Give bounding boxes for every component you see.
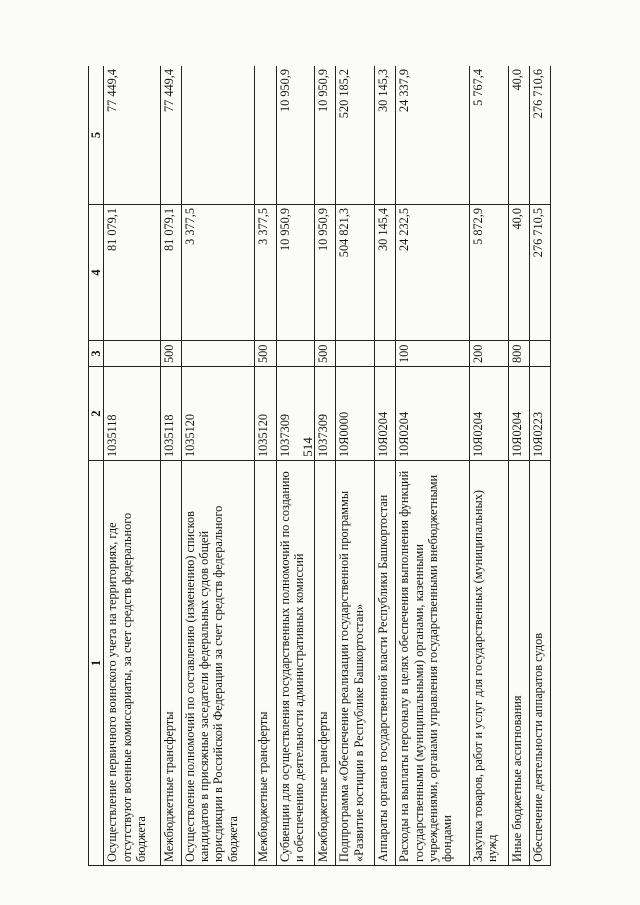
table-row <box>469 66 508 866</box>
target-code: 10Я0000 <box>336 367 375 461</box>
table-row <box>276 66 315 866</box>
expense-type <box>181 341 255 367</box>
column-header: 5 <box>89 66 104 205</box>
expense-type <box>276 341 315 367</box>
amount-col5 <box>181 66 255 205</box>
column-header: 4 <box>89 205 104 341</box>
amount-col5: 276 710,6 <box>529 66 550 205</box>
amount-col5: 10 950,9 <box>276 66 315 205</box>
expense-type: 100 <box>396 341 470 367</box>
expense-type: 500 <box>315 341 336 367</box>
amount-col4: 81 079,1 <box>160 205 181 341</box>
amount-col4: 3 377,5 <box>181 205 255 341</box>
target-code: 1035118 <box>160 367 181 461</box>
amount-col4: 504 821,3 <box>336 205 375 341</box>
amount-col5: 77 449,4 <box>160 66 181 205</box>
row-name: Осуществление первичного воинского учета на территориях, где отсутствуют военные комиссариаты, за счет средств федерального бюджета <box>104 461 160 866</box>
table-row <box>104 66 160 866</box>
column-header: 2 <box>89 367 104 461</box>
table-row <box>181 66 255 866</box>
expense-type: 500 <box>160 341 181 367</box>
amount-col4: 3 377,5 <box>255 205 276 341</box>
target-code: 10Я0204 <box>375 367 396 461</box>
amount-col4: 81 079,1 <box>104 205 160 341</box>
row-name: Иные бюджетные ассигнования <box>508 461 529 866</box>
column-header: 3 <box>89 341 104 367</box>
table-header-row <box>89 66 104 866</box>
target-code: 1035120 <box>181 367 255 461</box>
amount-col4: 276 710,5 <box>529 205 550 341</box>
row-name: Межбюджетные трансферты <box>160 461 181 866</box>
row-name: Межбюджетные трансферты <box>255 461 276 866</box>
target-code: 10Я0204 <box>508 367 529 461</box>
row-name: Аппараты органов государственной власти Республики Башкортостан <box>375 461 396 866</box>
row-name: Межбюджетные трансферты <box>315 461 336 866</box>
budget-table <box>88 66 551 866</box>
table-row <box>508 66 529 866</box>
table-row <box>375 66 396 866</box>
amount-col5: 520 185,2 <box>336 66 375 205</box>
amount-col5: 10 950,9 <box>315 66 336 205</box>
row-name: Осуществление полномочий по составлению (изменению) списков кандидатов в присяжные заседатели федеральных судов общей юрисдикции в Российской Федерации за счет средств федерального бюджета <box>181 461 255 866</box>
target-code: 10Я0223 <box>529 367 550 461</box>
table-row <box>315 66 336 866</box>
table-row <box>336 66 375 866</box>
table-row <box>255 66 276 866</box>
expense-type: 800 <box>508 341 529 367</box>
table-row <box>529 66 550 866</box>
row-name: Закупка товаров, работ и услуг для государственных (муниципальных) нужд <box>469 461 508 866</box>
column-header: 1 <box>89 461 104 866</box>
expense-type <box>529 341 550 367</box>
amount-col5: 24 337,9 <box>396 66 470 205</box>
amount-col4: 24 232,5 <box>396 205 470 341</box>
target-code: 1035118 <box>104 367 160 461</box>
target-code: 10Я0204 <box>469 367 508 461</box>
row-name: Обеспечение деятельности аппаратов судов <box>529 461 550 866</box>
amount-col5: 40,0 <box>508 66 529 205</box>
table-row <box>396 66 470 866</box>
amount-col4: 10 950,9 <box>276 205 315 341</box>
amount-col4: 5 872,9 <box>469 205 508 341</box>
row-name: Субвенции для осуществления государственных полномочий по созданию и обеспечению деятельности административных комиссий <box>276 461 315 866</box>
amount-col4: 30 145,4 <box>375 205 396 341</box>
expense-type <box>375 341 396 367</box>
expense-type <box>336 341 375 367</box>
page-number: 514 <box>300 437 315 457</box>
table-row <box>160 66 181 866</box>
target-code: 1037309 <box>276 367 315 461</box>
amount-col5: 77 449,4 <box>104 66 160 205</box>
budget-table-rotated <box>88 66 551 866</box>
target-code: 1035120 <box>255 367 276 461</box>
amount-col5: 30 145,3 <box>375 66 396 205</box>
amount-col5: 5 767,4 <box>469 66 508 205</box>
budget-table-container <box>88 66 551 866</box>
amount-col4: 40,0 <box>508 205 529 341</box>
expense-type: 500 <box>255 341 276 367</box>
row-name: Подпрограмма «Обеспечение реализации государственной программы «Развитие юстиции в Республике Башкортостан» <box>336 461 375 866</box>
expense-type <box>104 341 160 367</box>
amount-col5 <box>255 66 276 205</box>
row-name: Расходы на выплаты персоналу в целях обеспечения выполнения функций государственными (муниципальными) органами, казенными учреждениями, органами управления государственными внебюджетными фондами <box>396 461 470 866</box>
target-code: 10Я0204 <box>396 367 470 461</box>
amount-col4: 10 950,9 <box>315 205 336 341</box>
target-code: 1037309 <box>315 367 336 461</box>
expense-type: 200 <box>469 341 508 367</box>
